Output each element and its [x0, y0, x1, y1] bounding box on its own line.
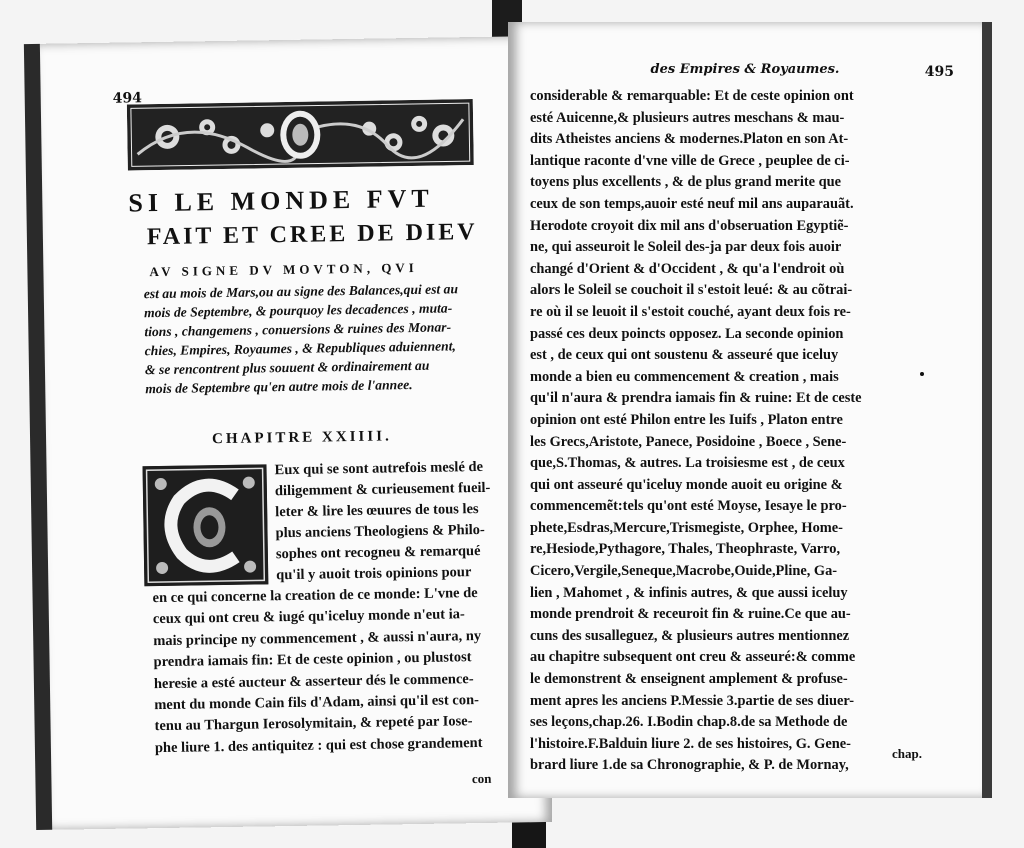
text-line: re où il se leuoit il s'estoit couché, ayant deux fois re- — [530, 303, 851, 320]
left-page — [24, 36, 552, 830]
text-line: ses leçons,chap.26. I.Bodin chap.8.de sa Methode de — [530, 714, 848, 731]
text-line: heresie a esté aucteur & asserteur dés le commence- — [153, 670, 474, 692]
text-line: qu'il n'aura & prendra iamais fin & ruine: Et de ceste — [530, 390, 862, 407]
left-page-number: 494 — [112, 90, 143, 107]
text-line: changé d'Orient & d'Occident , & qu'a l'endroit où — [530, 260, 845, 277]
subtitle-line: tions , changemens , conuersions & ruines des Monar- — [144, 319, 452, 340]
text-line: mais principe ny commencement , & aussi n'aura, ny — [153, 627, 482, 649]
ornamental-headpiece — [127, 99, 474, 170]
text-line: passé ces deux poincts opposez. La seconde opinion — [530, 325, 844, 342]
text-line: lantique raconte d'vne ville de Grece , peuplee de ci- — [530, 152, 850, 169]
subtitle-line: est au mois de Mars,ou au signe des Balances,qui est au — [143, 281, 459, 302]
text-line: toyens plus excellents , & de plus grand merite que — [530, 174, 841, 191]
right-body-text — [530, 86, 910, 777]
text-line: plus anciens Theologiens & Philo- — [275, 521, 485, 542]
text-line: cuns des susalleguez, & plusieurs autres mentionnez — [530, 627, 850, 644]
text-line: les Grecs,Aristote, Panece, Posidoine , Boece , Sene- — [530, 433, 847, 450]
right-page-number: 495 — [924, 64, 954, 80]
text-line: esté Auicenne,& plusieurs autres meschans & mau- — [530, 109, 845, 126]
text-line: ment apres les anciens P.Messie 3.partie de ses diuer- — [530, 692, 855, 709]
text-line: ceux de son temps,auoir esté neuf mil ans auparauãt. — [530, 195, 854, 212]
text-line: qui ont asseuré qu'iceluy monde auoit eu origine & — [530, 476, 843, 493]
subtitle-line: mois de Septembre qu'en autre mois de l'annee. — [145, 377, 413, 397]
subtitle-line: chies, Empires, Royaumes , & Republiques aduiennent, — [144, 338, 456, 359]
text-line: monde prendroit & receuroit fin & ruine.Ce que au- — [530, 606, 851, 623]
right-page — [508, 22, 992, 798]
text-line: au chapitre subsequent ont creu & asseuré:& comme — [530, 649, 856, 666]
chapter-title-line-2: FAIT ET CREE DE DIEV — [146, 218, 478, 251]
text-line: tenu au Thargun Ierosolymitain, & repeté par Iose- — [154, 713, 473, 735]
text-line: est , de ceux qui ont soustenu & asseuré que iceluy — [530, 347, 839, 364]
text-line: commencemẽt:tels qu'ont esté Moyse, Iesaye le pro- — [530, 498, 847, 515]
text-line: en ce qui concerne la creation de ce monde: L'vne de — [152, 585, 478, 607]
first-paragraph-beside-initial — [274, 456, 528, 586]
text-line: leter & lire les œuures de tous les — [275, 501, 479, 521]
text-line: phete,Esdras,Mercure,Trismegiste, Orphee, Home- — [530, 519, 843, 536]
running-head: des Empires & Royaumes. — [650, 62, 840, 77]
chapter-subtitle — [144, 278, 514, 398]
text-line: sophes ont recogneu & remarqué — [275, 542, 481, 563]
text-line: que,S.Thomas, & autres. La troisiesme est , de ceux — [530, 455, 845, 472]
text-line: lien , Mahomet , & infinis autres, & que aussi iceluy — [530, 584, 848, 601]
text-line: monde a bien eu commencement & creation , mais — [530, 368, 839, 385]
text-line: alors le Soleil se couchoit il s'estoit leué: & au cõtrai- — [530, 282, 853, 299]
decorated-initial-c — [143, 464, 269, 586]
right-catchword: chap. — [892, 746, 922, 761]
text-line: ne, qui asseuroit le Soleil des-ja par deux fois auoir — [530, 239, 842, 256]
text-line: qu'il y auoit trois opinions pour — [276, 564, 472, 584]
left-catchword: con — [471, 770, 492, 787]
subtitle-line: mois de Septembre, & pourquoy les decadences , muta- — [143, 300, 453, 321]
text-line: Herodote croyoit dix mil ans d'obseruation Egyptiẽ- — [530, 217, 849, 234]
chapter-heading: CHAPITRE XXIIII. — [211, 428, 392, 448]
text-line: Eux qui se sont autrefois meslé de — [274, 458, 484, 479]
chapter-title-line-1: SI LE MONDE FVT — [128, 183, 434, 218]
text-line: ment du monde Cain fils d'Adam, ainsi qu'il est con- — [154, 692, 480, 714]
text-line: l'histoire.F.Balduin liure 2. de ses histoires, G. Gene- — [530, 735, 851, 752]
text-line: Cicero,Vergile,Seneque,Macrobe,Ouide,Pline, Ga- — [530, 563, 838, 580]
text-line: le demonstrent & enseignent amplement & profuse- — [530, 671, 848, 688]
text-line: considerable & remarquable: Et de ceste opinion ont — [530, 88, 854, 104]
text-line: diligemment & curieusement fueil- — [274, 479, 491, 500]
text-line: re,Hesiode,Pythagore, Thales, Theophraste, Varro, — [530, 541, 841, 558]
text-line: brard liure 1.de sa Chronographie, & P. de Mornay, — [530, 757, 849, 774]
subtitle-first-line: AV SIGNE DV MOVTON, QVI — [149, 259, 418, 280]
margin-dot — [920, 372, 924, 376]
text-line: prendra iamais fin: Et de ceste opinion , ou plustost — [153, 649, 472, 671]
subtitle-line: & se rencontrent plus souuent & ordinairement au — [144, 357, 430, 378]
text-line: dits Atheistes anciens & modernes.Platon en son At- — [530, 131, 849, 148]
left-body-text — [152, 582, 531, 759]
text-line: phe liure 1. des antiquitez : qui est chose grandement — [154, 734, 483, 756]
text-line: ceux qui ont creu & iugé qu'iceluy monde n'eut ia- — [152, 606, 465, 628]
text-line: opinion ont esté Philon entre les Iuifs , Platon entre — [530, 411, 843, 428]
